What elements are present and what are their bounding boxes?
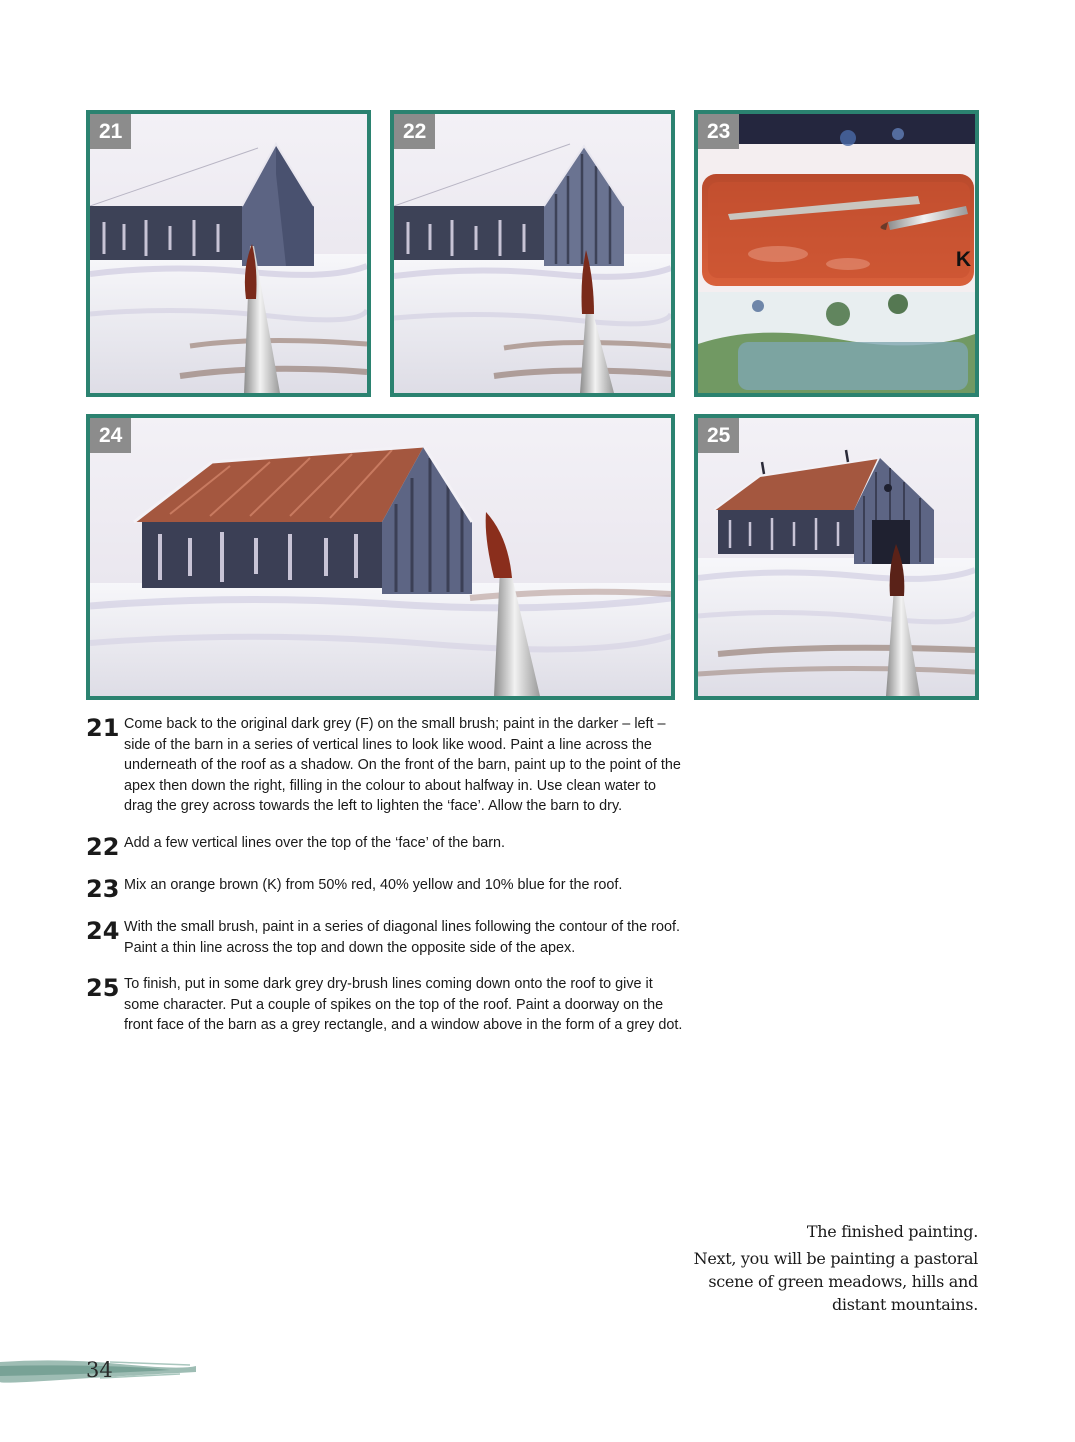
step-25-photo xyxy=(694,414,979,700)
instruction-steps xyxy=(86,714,686,1052)
step-number: 25 xyxy=(86,974,120,1003)
step-text: To finish, put in some dark grey dry-brush lines coming down onto the roof to give it some character. Put a couple of spikes on the top of the roof. Paint a doorway on the front face of the barn as a grey rectangle, and a window above in the form of a grey dot. xyxy=(124,976,683,1034)
photo-25-badge: 25 xyxy=(698,418,739,453)
next-project-caption: Next, you will be painting a pastoral scene of green meadows, hills and distant mountains. xyxy=(693,1249,978,1314)
step-item xyxy=(86,875,686,901)
step-text: Add a few vertical lines over the top of the ‘face’ of the barn. xyxy=(124,834,506,851)
photo-23-badge: 23 xyxy=(698,114,739,149)
photo-21-badge: 21 xyxy=(90,114,131,149)
page-folio xyxy=(0,1352,200,1388)
step-item xyxy=(86,714,686,817)
barn-lines-painting xyxy=(394,114,671,393)
photo-22-badge: 22 xyxy=(394,114,435,149)
step-number: 23 xyxy=(86,874,120,903)
step-text: Mix an orange brown (K) from 50% red, 40% yellow and 10% blue for the roof. xyxy=(124,876,623,893)
palette-mixing-photo xyxy=(698,114,975,393)
step-number: 21 xyxy=(86,714,120,742)
barn-finished-painting xyxy=(698,418,975,696)
step-item xyxy=(86,917,686,958)
step-item xyxy=(86,833,686,859)
finished-painting-caption: The finished painting. xyxy=(806,1222,978,1241)
step-item xyxy=(86,974,686,1036)
step-22-photo xyxy=(390,110,675,397)
step-number: 24 xyxy=(86,916,120,945)
page-number: 34 xyxy=(86,1358,113,1382)
palette-label-k: K xyxy=(955,248,971,271)
step-24-photo xyxy=(86,414,675,700)
barn-roof-painting xyxy=(90,418,671,696)
step-number: 22 xyxy=(86,832,120,861)
barn-wall-painting xyxy=(90,114,367,393)
step-text: Come back to the original dark grey (F) on the small brush; paint in the darker – left – side of the barn in a series of vertical lines to look like wood. Paint a line across the underneath of the roof as a shadow. On the front of the barn, paint up to the point of the apex then down the right, filling in the colour to about halfway in. Use clean water to drag the grey across towards the left to lighten the ‘face’. Allow the barn to dry. xyxy=(124,716,681,815)
step-23-photo xyxy=(694,110,979,397)
step-21-photo xyxy=(86,110,371,397)
photo-24-badge: 24 xyxy=(90,418,131,453)
step-text: With the small brush, paint in a series of diagonal lines following the contour of the roof. Paint a thin line across the top and down the opposite side of the apex. xyxy=(124,918,680,956)
